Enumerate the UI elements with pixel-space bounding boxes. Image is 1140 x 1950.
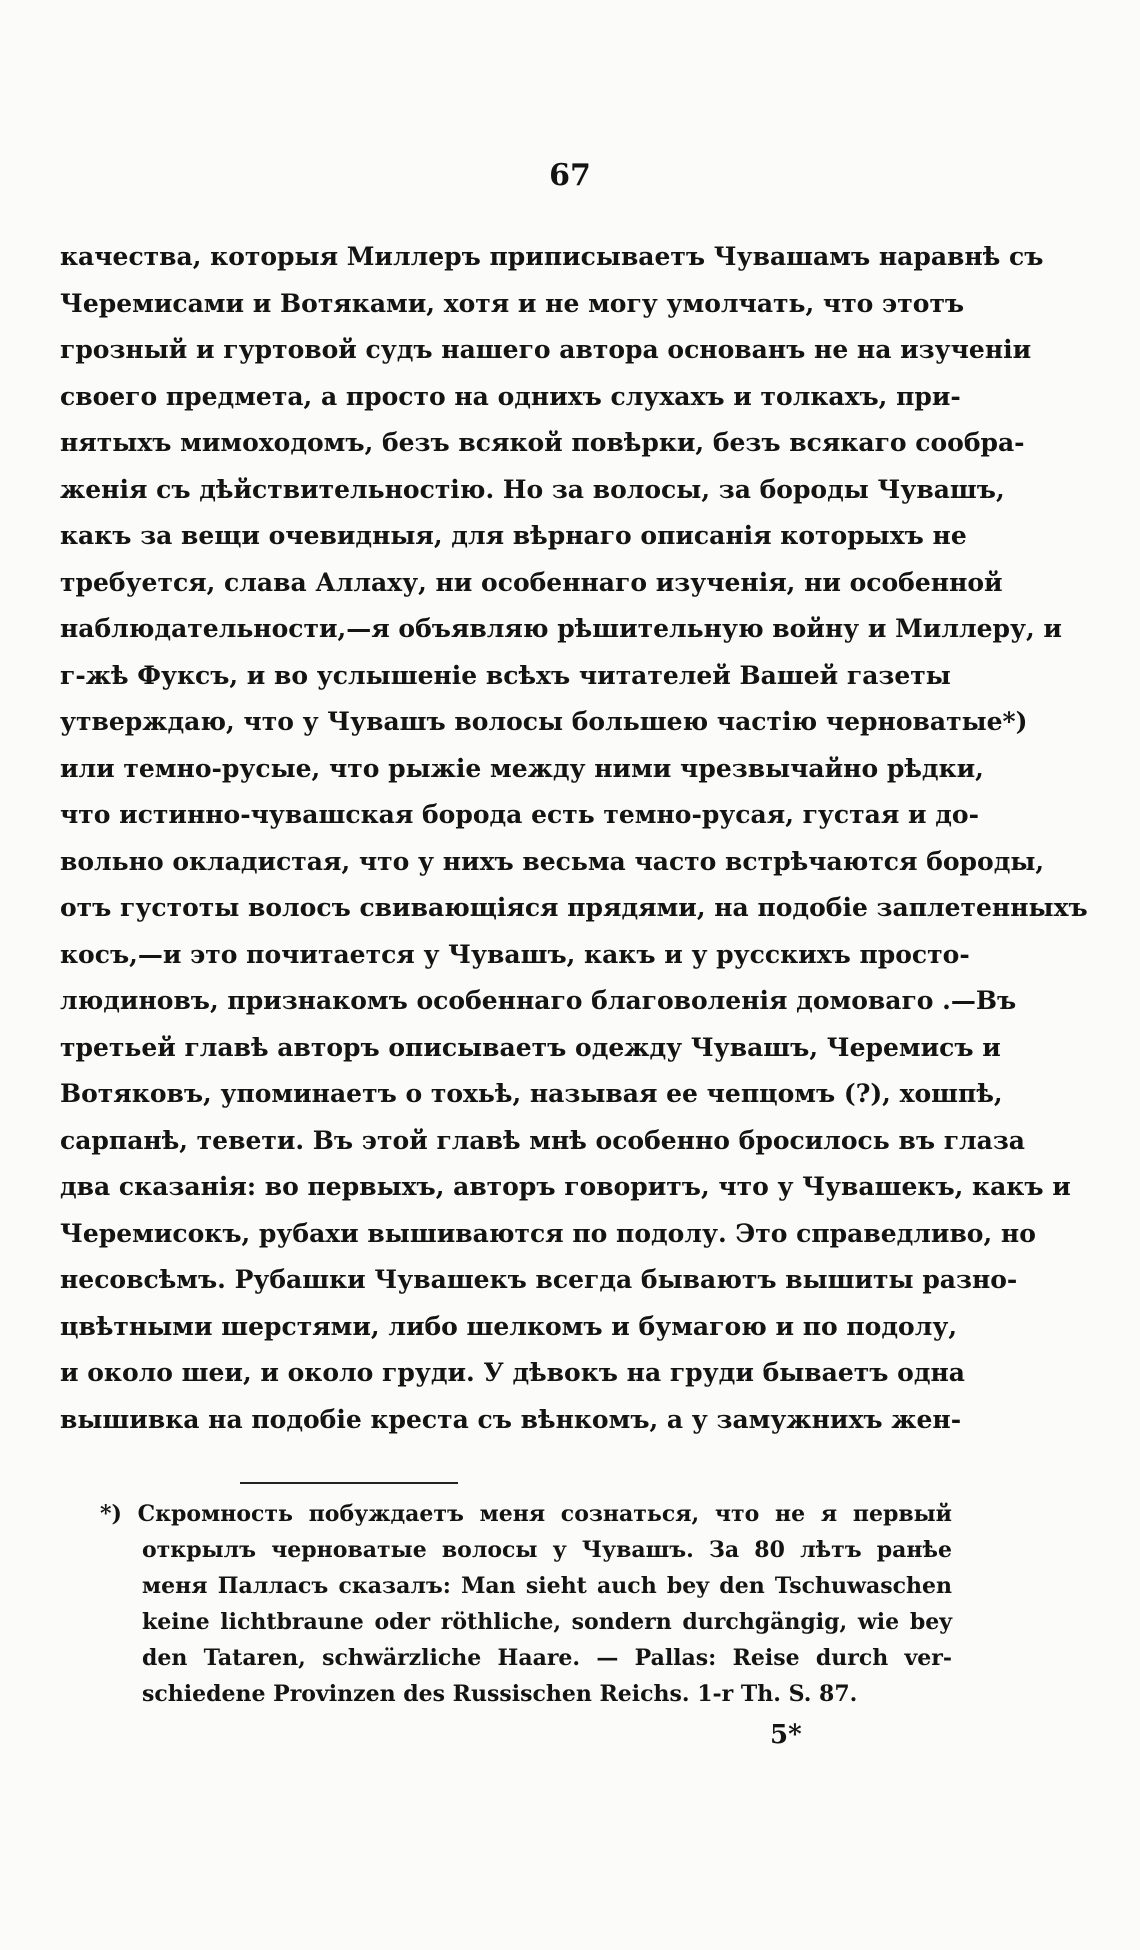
text-line: Вотяковъ, упоминаетъ о тохьѣ, называя ее чепцомъ (?), хошпѣ, bbox=[60, 1079, 1003, 1108]
text-line: нятыхъ мимоходомъ, безъ всякой повѣрки, безъ всякаго сообра- bbox=[60, 428, 1025, 457]
text-line: или темно-русые, что рыжіе между ними чрезвычайно рѣдки, bbox=[60, 753, 984, 783]
text-line: третьей главѣ авторъ описываетъ одежду Чувашъ, Черемисъ и bbox=[60, 1032, 1001, 1062]
text-line: что истинно-чувашская борода есть темно-русая, густая и до- bbox=[60, 800, 979, 829]
text-line: два сказанія: во первыхъ, авторъ говоритъ, что у Чувашекъ, какъ и bbox=[60, 1172, 1071, 1201]
text-line: г-жѣ Фуксъ, и во услышеніе всѣхъ читателей Вашей газеты bbox=[60, 660, 951, 690]
text-line: косъ,—и это почитается у Чувашъ, какъ и у русскихъ просто- bbox=[60, 939, 970, 969]
text-line: грозный и гуртовой судъ нашего автора основанъ не на изученіи bbox=[60, 335, 1032, 364]
footnote-line: меня Палласъ сказалъ: Man sieht auch bey den Tschuwaschen bbox=[142, 1573, 952, 1599]
text-line: сарпанѣ, тевети. Въ этой главѣ мнѣ особенно бросилось въ глаза bbox=[60, 1125, 1026, 1155]
text-line: несовсѣмъ. Рубашки Чувашекъ всегда бываютъ вышиты разно- bbox=[60, 1265, 1018, 1294]
footnote-line: открылъ черноватые волосы у Чувашъ. За 80 лѣтъ ранѣе bbox=[142, 1537, 952, 1563]
signature-mark: 5* bbox=[770, 1720, 802, 1750]
text-line: требуется, слава Аллаху, ни особеннаго изученія, ни особенной bbox=[60, 567, 1003, 597]
text-line: Черемисокъ, рубахи вышиваются по подолу. Это справедливо, но bbox=[60, 1218, 1036, 1248]
text-line: Черемисами и Вотяками, хотя и не могу умолчать, что этотъ bbox=[60, 288, 965, 318]
text-line: женія съ дѣйствительностію. Но за волосы, за бороды Чувашъ, bbox=[60, 474, 1005, 504]
text-line: отъ густоты волосъ свивающіяся прядями, на подобіе заплетенныхъ bbox=[60, 893, 1088, 922]
text-line: вольно окладистая, что у нихъ весьма часто встрѣчаются бороды, bbox=[60, 846, 1045, 876]
text-line: утверждаю, что у Чувашъ волосы большею частію черноватые*) bbox=[60, 707, 1028, 736]
text-line: цвѣтными шерстями, либо шелкомъ и бумагою и по подолу, bbox=[60, 1311, 958, 1341]
text-line: наблюдательности,—я объявляю рѣшительную войну и Миллеру, и bbox=[60, 614, 1062, 643]
text-line: своего предмета, а просто на однихъ слухахъ и толкахъ, при- bbox=[60, 381, 961, 411]
text-line: людиновъ, признакомъ особеннаго благоволенія домоваго .—Въ bbox=[60, 986, 1017, 1015]
footnote-line: den Tataren, schwärzliche Haare. — Pallas: Reise durch ver- bbox=[142, 1645, 952, 1671]
footnote-line: keine lichtbraune oder röthliche, sondern durchgängig, wie bey bbox=[142, 1609, 952, 1635]
text-line: качества, которыя Миллеръ приписываетъ Чувашамъ наравнѣ съ bbox=[60, 242, 1044, 271]
body-text bbox=[60, 234, 1088, 1443]
footnote-line: schiedene Provinzen des Russischen Reichs. 1-r Th. S. 87. bbox=[142, 1681, 858, 1707]
footnote bbox=[100, 1496, 952, 1712]
footnote-rule bbox=[240, 1482, 458, 1484]
page-number: 67 bbox=[549, 158, 591, 193]
text-line: и около шеи, и около груди. У дѣвокъ на груди бываетъ одна bbox=[60, 1358, 965, 1387]
text-line: вышивка на подобіе креста съ вѣнкомъ, а у замужнихъ жен- bbox=[60, 1404, 962, 1434]
footnote-line: *) Скромность побуждаетъ меня сознаться, что не я первый bbox=[100, 1501, 952, 1527]
text-line: какъ за вещи очевидныя, для вѣрнаго описанія которыхъ не bbox=[60, 521, 967, 550]
